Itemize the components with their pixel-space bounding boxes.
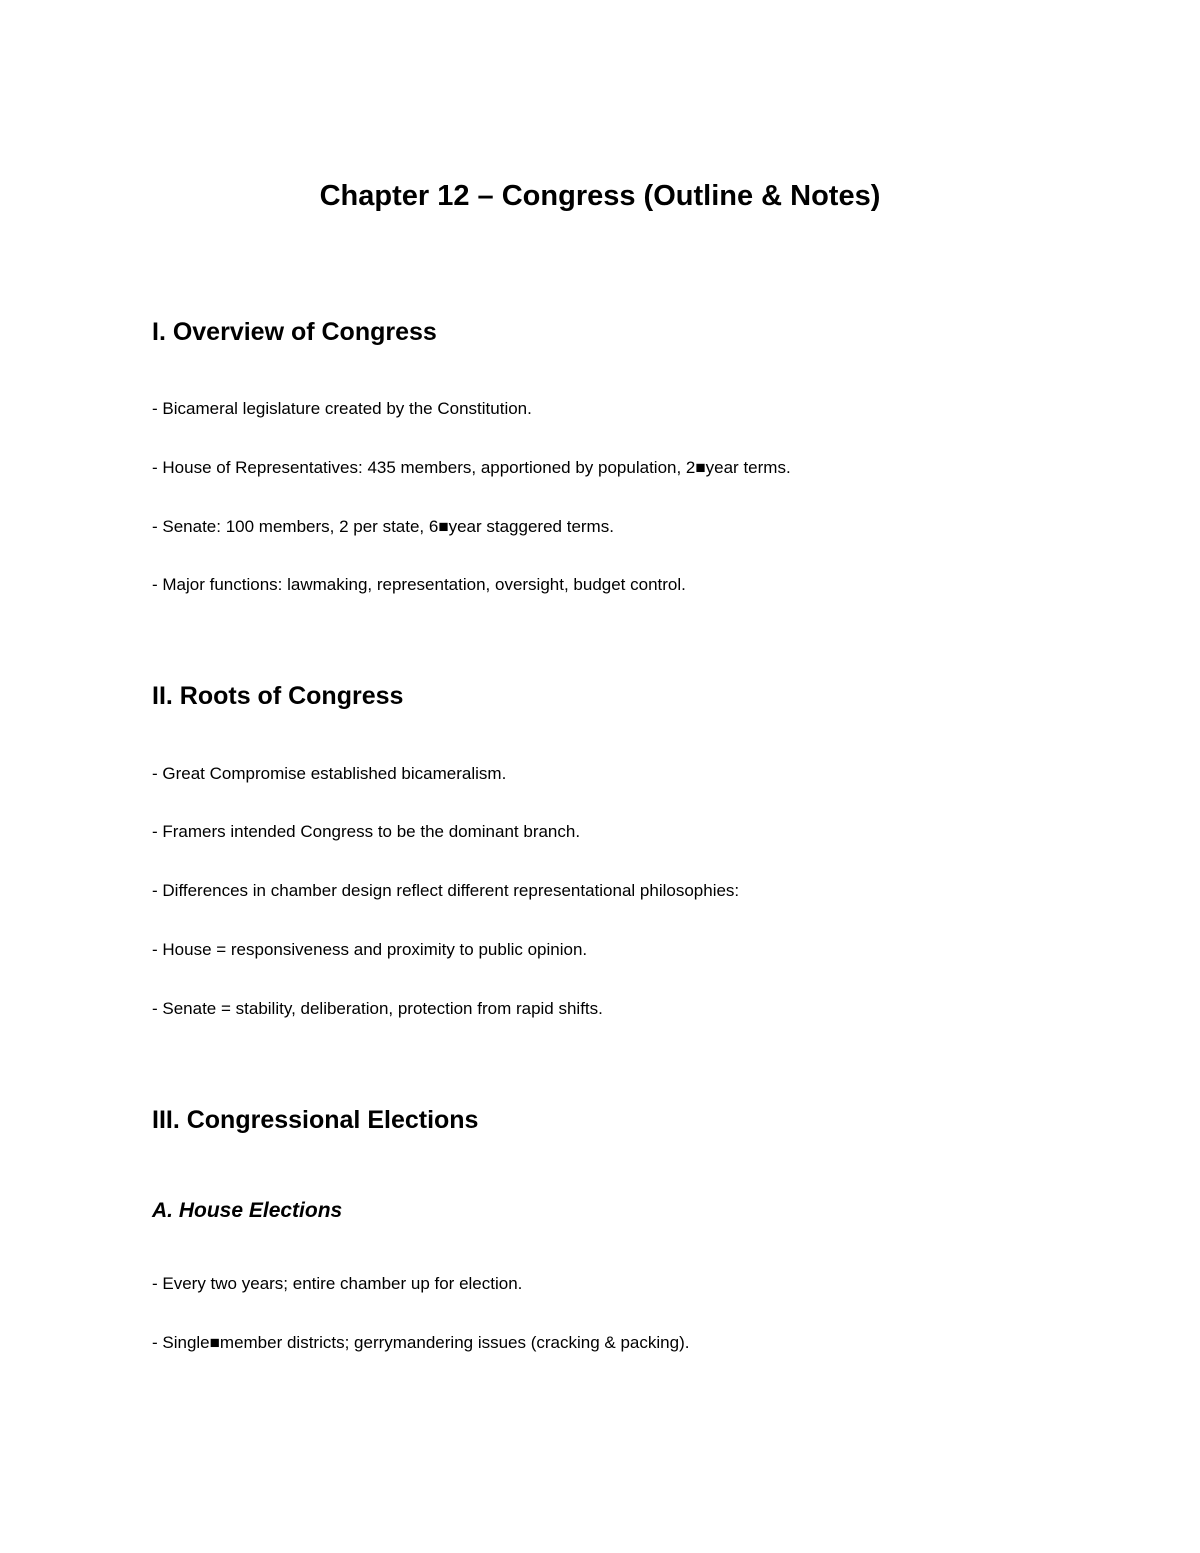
list-item: - Bicameral legislature created by the Constitution. bbox=[152, 399, 532, 418]
list-item: - Great Compromise established bicameralism. bbox=[152, 764, 507, 783]
section-heading-overview: I. Overview of Congress bbox=[152, 318, 437, 346]
section-heading-elections: III. Congressional Elections bbox=[152, 1106, 479, 1134]
list-item: - Framers intended Congress to be the dominant branch. bbox=[152, 822, 581, 841]
document-title: Chapter 12 – Congress (Outline & Notes) bbox=[319, 180, 881, 212]
subsection-heading-house-elections: A. House Elections bbox=[152, 1199, 343, 1222]
list-item: - House of Representatives: 435 members, apportioned by population, 2■year terms. bbox=[152, 458, 791, 477]
list-item: - Single■member districts; gerrymandering issues (cracking & packing). bbox=[152, 1333, 690, 1352]
list-item: - Senate: 100 members, 2 per state, 6■year staggered terms. bbox=[152, 517, 614, 536]
list-item: - House = responsiveness and proximity to public opinion. bbox=[152, 940, 588, 959]
section-heading-roots: II. Roots of Congress bbox=[152, 682, 404, 710]
list-item: - Major functions: lawmaking, representation, oversight, budget control. bbox=[152, 575, 686, 594]
list-item: - Differences in chamber design reflect different representational philosophies: bbox=[152, 881, 740, 900]
list-item: - Senate = stability, deliberation, protection from rapid shifts. bbox=[152, 999, 603, 1018]
list-item: - Every two years; entire chamber up for election. bbox=[152, 1274, 523, 1293]
